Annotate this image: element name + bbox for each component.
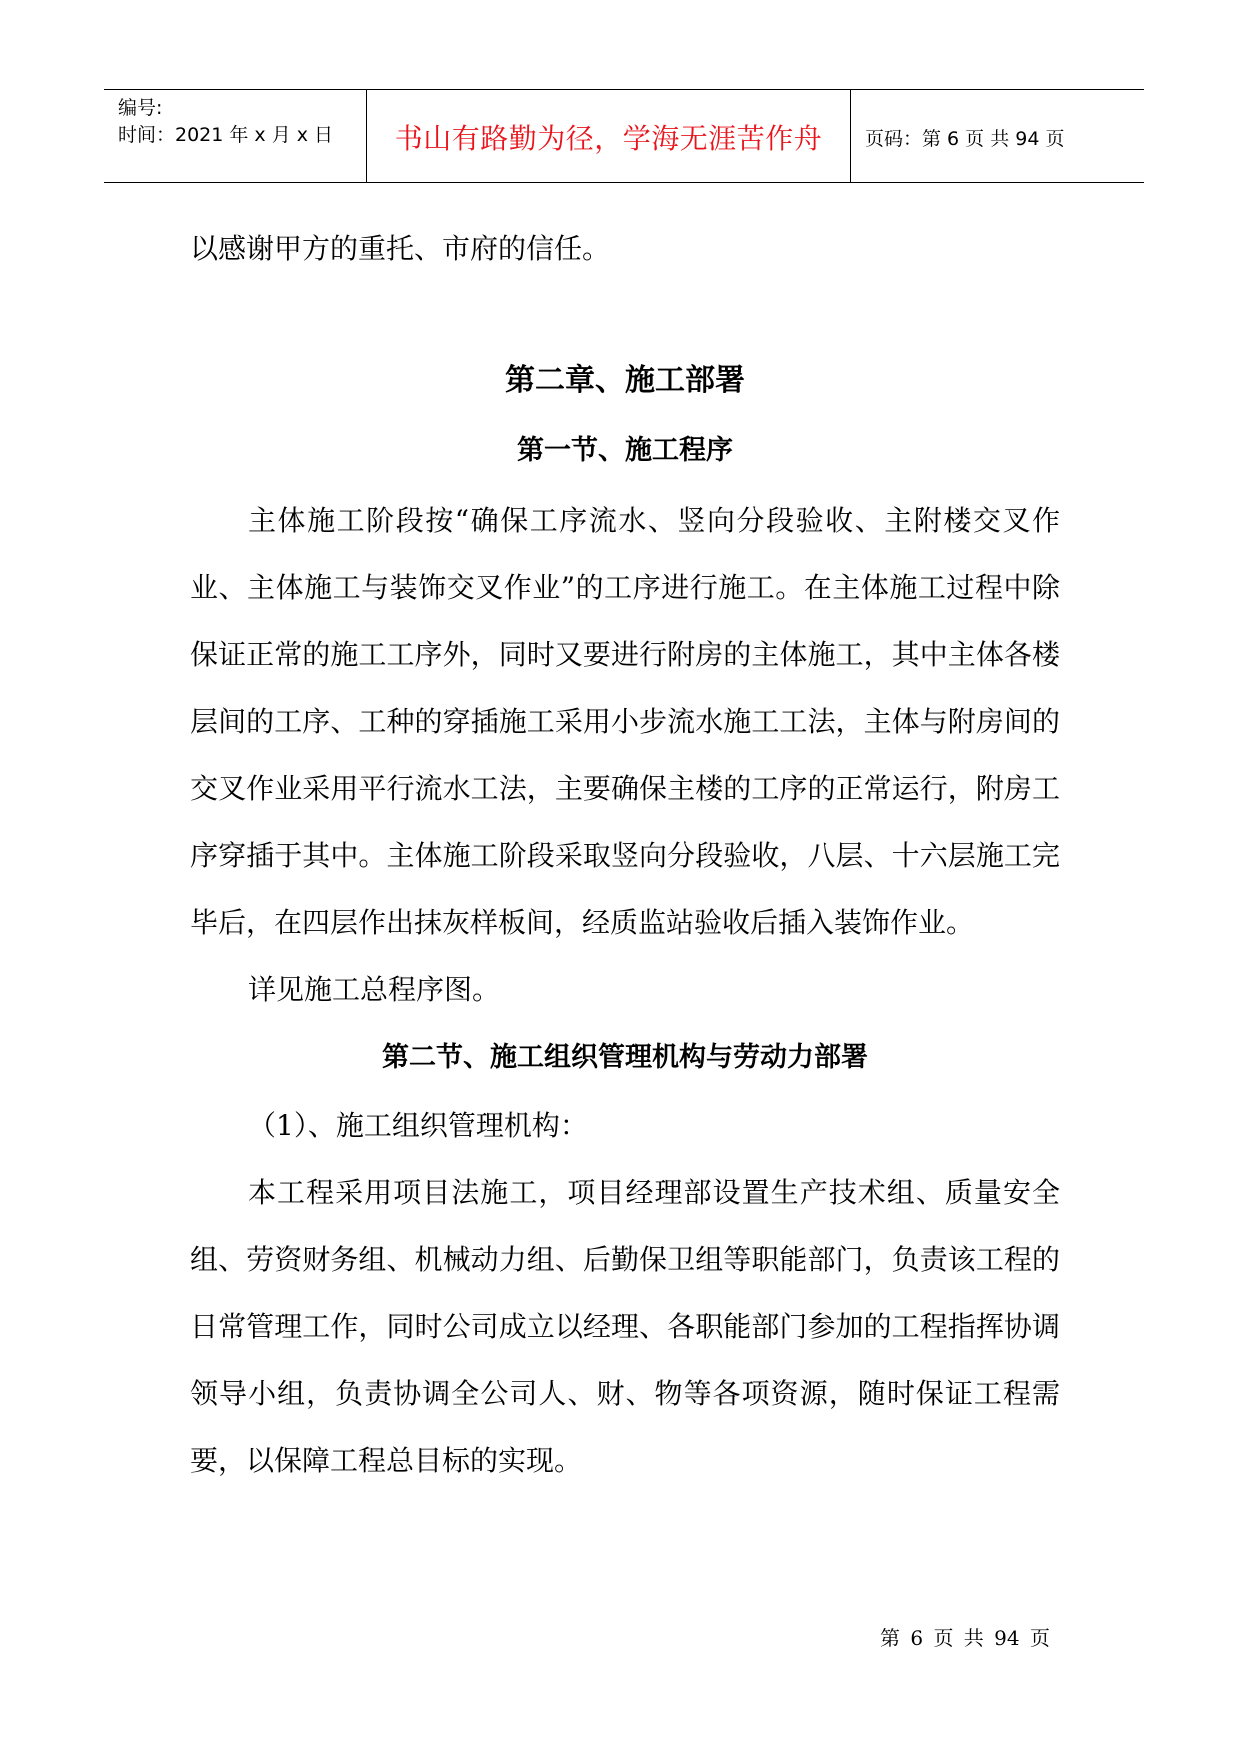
section-title-procedure: 第一节、施工程序 — [517, 435, 733, 466]
page-footer-number: 第 6 页 共 94 页 — [880, 1626, 1050, 1650]
document-body — [190, 215, 1060, 1494]
header-page-number: 页码：第 6 页 共 94 页 — [865, 128, 1065, 150]
section1-paragraph: 主体施工阶段按“确保工序流水、竖向分段验收、主附楼交叉作业、主体施工与装饰交叉作业”的工序进行施工。在主体施工过程中除保证正常的施工工序外，同时又要进行附房的主体施工，其中主体各楼层间的工序、工种的穿插施工采用小步流水施工工法，主体与附房间的交叉作业采用平行流水工法，主要确保主楼的工序的正常运行，附房工序穿插于其中。主体施工阶段采取竖向分段验收，八层、十六层施工完毕后，在四层作出抹灰样板间，经质监站验收后插入装饰作业。 — [190, 504, 1060, 939]
section2-paragraph: 本工程采用项目法施工，项目经理部设置生产技术组、质量安全组、劳资财务组、机械动力组、后勤保卫组等职能部门，负责该工程的日常管理工作，同时公司成立以经理、各职能部门参加的工程指挥协调领导小组，负责协调全公司人、财、物等各项资源，随时保证工程需要，以保障工程总目标的实现。 — [190, 1176, 1060, 1477]
header-meta-cell — [104, 90, 367, 182]
header-page-cell — [851, 90, 1144, 182]
header-motto-cell — [367, 90, 851, 182]
document-number-label: 编号: — [118, 97, 163, 119]
section2-item-heading: （1）、施工组织管理机构： — [248, 1109, 588, 1142]
intro-paragraph: 以感谢甲方的重托、市府的信任。 — [190, 232, 611, 265]
section-title-organization: 第二节、施工组织管理机构与劳动力部署 — [382, 1042, 868, 1073]
section1-reference-paragraph: 详见施工总程序图。 — [248, 973, 501, 1006]
page-header — [104, 89, 1144, 183]
document-time-label: 时间：2021 年 x 月 x 日 — [118, 124, 334, 146]
header-motto: 书山有路勤为径，学海无涯苦作舟 — [394, 122, 823, 155]
chapter-title: 第二章、施工部署 — [505, 363, 745, 398]
